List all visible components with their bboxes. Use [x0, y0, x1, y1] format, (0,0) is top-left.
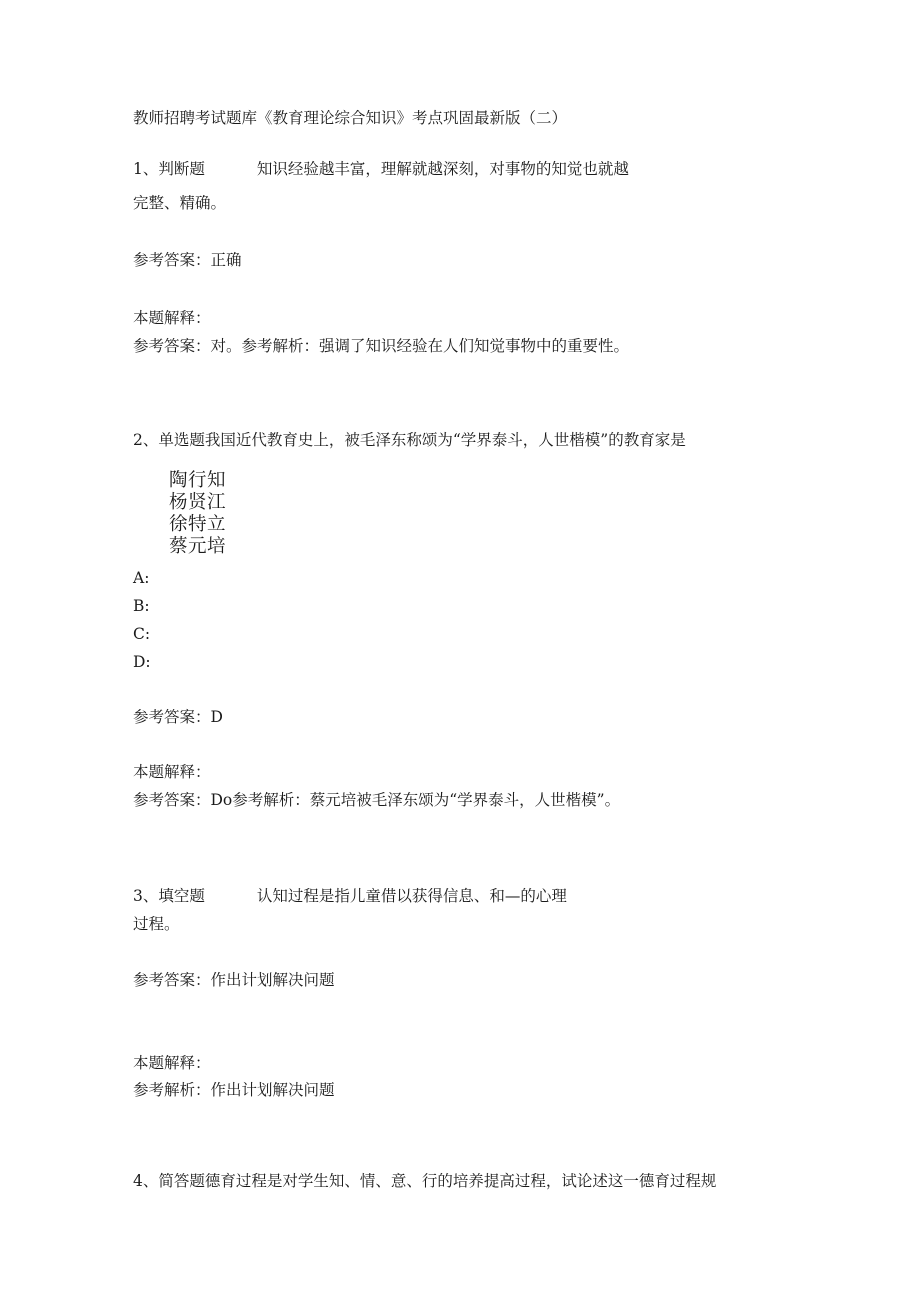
q2-stem: 2、单选题我国近代教育史上，被毛泽东称颂为“学界泰斗，人世楷模”的教育家是 [133, 431, 686, 449]
q2-explain-label: 本题解释： [133, 763, 211, 781]
q2-option-texts [169, 470, 226, 558]
q3-stem-line1 [133, 886, 567, 906]
q2-answer: 参考答案：D [133, 708, 223, 726]
q1-number: 1、判断题 [133, 160, 205, 178]
q3-explain: 参考解析：作出计划解决问题 [133, 1081, 335, 1099]
q2-explain: 参考答案：Do参考解析：蔡元培被毛泽东颂为“学界泰斗，人世楷模”。 [133, 791, 621, 809]
q1-answer: 参考答案：正确 [133, 251, 242, 269]
q3-explain-label: 本题解释： [133, 1054, 211, 1072]
q3-answer: 参考答案：作出计划解决问题 [133, 971, 335, 989]
q2-option-text-d: 蔡元培 [169, 536, 227, 557]
q2-option-text-a: 陶行知 [169, 470, 227, 491]
q1-stem-part1: 知识经验越丰富，理解就越深刻，对事物的知觉也就越 [256, 160, 629, 178]
q3-stem-part1: 认知过程是指儿童借以获得信息、和—的心理 [256, 887, 567, 905]
q2-option-label-d: D: [133, 653, 151, 671]
q1-stem-line1 [133, 159, 629, 179]
q3-number: 3、填空题 [133, 887, 205, 905]
q3-stem-part2: 过程。 [133, 915, 180, 933]
q4-stem: 4、简答题德育过程是对学生知、情、意、行的培养提高过程，试论述这一德育过程规 [133, 1172, 717, 1190]
document-title: 教师招聘考试题库《教育理论综合知识》考点巩固最新版（二） [133, 109, 568, 127]
q2-option-text-b: 杨贤江 [169, 492, 227, 513]
q2-option-label-b: B: [133, 597, 150, 615]
q2-option-label-c: C: [133, 625, 151, 643]
q1-explain: 参考答案：对。参考解析：强调了知识经验在人们知觉事物中的重要性。 [133, 337, 630, 355]
q2-option-text-c: 徐特立 [169, 514, 227, 535]
q1-stem-part2: 完整、精确。 [133, 194, 227, 212]
q2-option-label-a: A: [133, 569, 150, 587]
q1-explain-label: 本题解释： [133, 309, 211, 327]
